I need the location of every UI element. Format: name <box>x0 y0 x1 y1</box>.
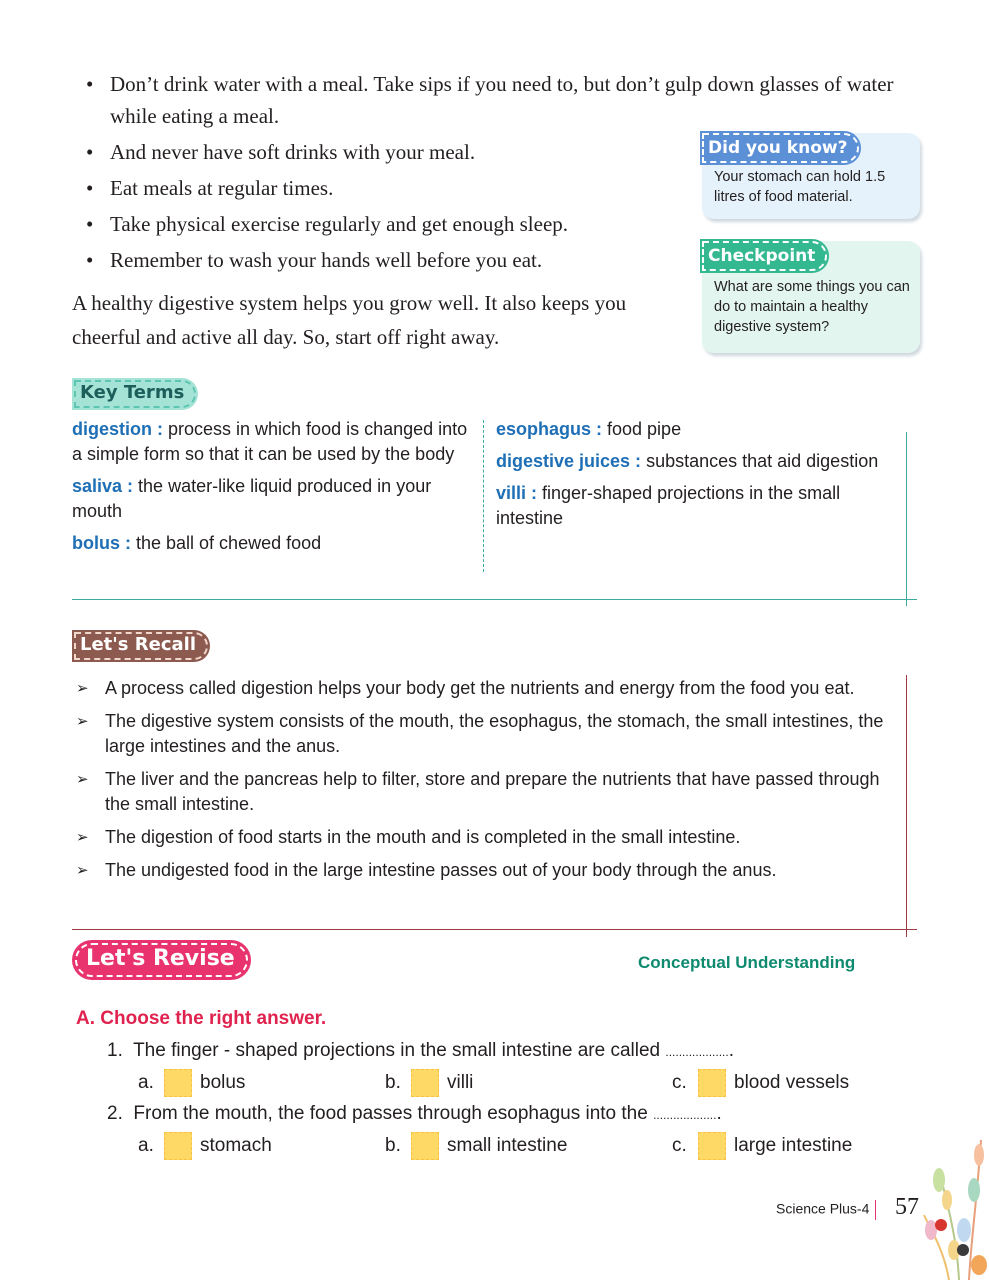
arrow-icon: ➢ <box>76 771 89 788</box>
answer-checkbox[interactable] <box>698 1132 726 1160</box>
recall-list <box>76 676 891 891</box>
option-1a[interactable]: a. bolus <box>138 1068 245 1098</box>
arrow-icon: ➢ <box>76 713 89 730</box>
key-terms-side-rule <box>906 432 907 606</box>
footer-separator <box>875 1200 876 1220</box>
answer-blank: ................... <box>653 1108 717 1122</box>
key-term: esophagus : food pipe <box>496 419 682 439</box>
list-item: ➢ A process called digestion helps your body get the nutrients and energy from the food you eat. <box>76 676 891 701</box>
did-you-know-box <box>702 133 920 219</box>
option-2b[interactable]: b. small intestine <box>385 1131 567 1161</box>
option-1b[interactable]: b. villi <box>385 1068 473 1098</box>
answer-checkbox[interactable] <box>411 1132 439 1160</box>
list-item: ➢ The digestion of food starts in the mouth and is completed in the small intestine. <box>76 825 891 850</box>
key-term: bolus : the ball of chewed food <box>72 533 322 553</box>
answer-blank: ................... <box>665 1045 729 1059</box>
did-you-know-text: Your stomach can hold 1.5 litres of food material. <box>714 169 886 205</box>
key-terms-title: Key Terms <box>72 378 198 410</box>
key-term: digestive juices : substances that aid digestion <box>496 451 879 471</box>
summary-paragraph: A healthy digestive system helps you grow well. It also keeps you cheerful and active all day. So, start off right away. <box>72 291 627 349</box>
list-item: ➢ The undigested food in the large intestine passes out of your body through the anus. <box>76 858 891 883</box>
arrow-icon: ➢ <box>76 862 89 879</box>
list-item: • Take physical exercise regularly and get enough sleep. <box>86 212 569 236</box>
recall-side-rule <box>906 675 907 937</box>
key-term: villi : finger-shaped projections in the small intestine <box>496 483 841 528</box>
plant-decoration-icon <box>919 1100 989 1280</box>
option-1c[interactable]: c. blood vessels <box>672 1068 849 1098</box>
list-item: • Eat meals at regular times. <box>86 176 334 200</box>
key-term: digestion : process in which food is changed into a simple form so that it can be used by the body <box>72 419 468 464</box>
arrow-icon: ➢ <box>76 680 89 697</box>
section-a-heading: A. Choose the right answer. <box>76 1008 327 1029</box>
option-2a[interactable]: a. stomach <box>138 1131 272 1161</box>
checkpoint-title: Checkpoint <box>702 241 827 271</box>
question-1: 1. The finger - shaped projections in the small intestine are called .................... <box>107 1040 735 1061</box>
option-2c[interactable]: c. large intestine <box>672 1131 852 1161</box>
conceptual-understanding-label: Conceptual Understanding <box>638 953 856 972</box>
checkpoint-box <box>702 241 920 353</box>
key-terms-left <box>72 417 477 563</box>
question-2: 2. From the mouth, the food passes through esophagus into the .................... <box>107 1103 722 1124</box>
recall-title: Let's Recall <box>72 630 210 662</box>
answer-checkbox[interactable] <box>164 1069 192 1097</box>
key-terms-rule <box>72 599 917 600</box>
list-item: • And never have soft drinks with your meal. <box>86 140 476 164</box>
recall-rule <box>72 929 917 930</box>
checkpoint-text: What are some things you can do to maintain a healthy digestive system? <box>714 279 910 335</box>
footer-book-title: Science Plus-4 <box>776 1200 884 1220</box>
did-you-know-title: Did you know? <box>702 133 859 163</box>
list-item: • Don’t drink water with a meal. Take sips if you need to, but don’t gulp down glasses of water while eating a meal. <box>86 72 894 128</box>
key-term: saliva : the water-like liquid produced in your mouth <box>72 476 432 521</box>
list-item: ➢ The digestive system consists of the mouth, the esophagus, the stomach, the small intestines, the large intestines and the anus. <box>76 711 884 756</box>
list-item: ➢ The liver and the pancreas help to filter, store and prepare the nutrients that have passed through the small intestine. <box>76 769 880 814</box>
revise-title: Let's Revise <box>72 940 251 980</box>
answer-checkbox[interactable] <box>164 1132 192 1160</box>
arrow-icon: ➢ <box>76 829 89 846</box>
page-number: 57 <box>895 1194 919 1220</box>
answer-checkbox[interactable] <box>698 1069 726 1097</box>
key-terms-divider <box>483 420 484 572</box>
key-terms-right <box>496 417 891 538</box>
list-item: • Remember to wash your hands well before you eat. <box>86 248 543 272</box>
answer-checkbox[interactable] <box>411 1069 439 1097</box>
